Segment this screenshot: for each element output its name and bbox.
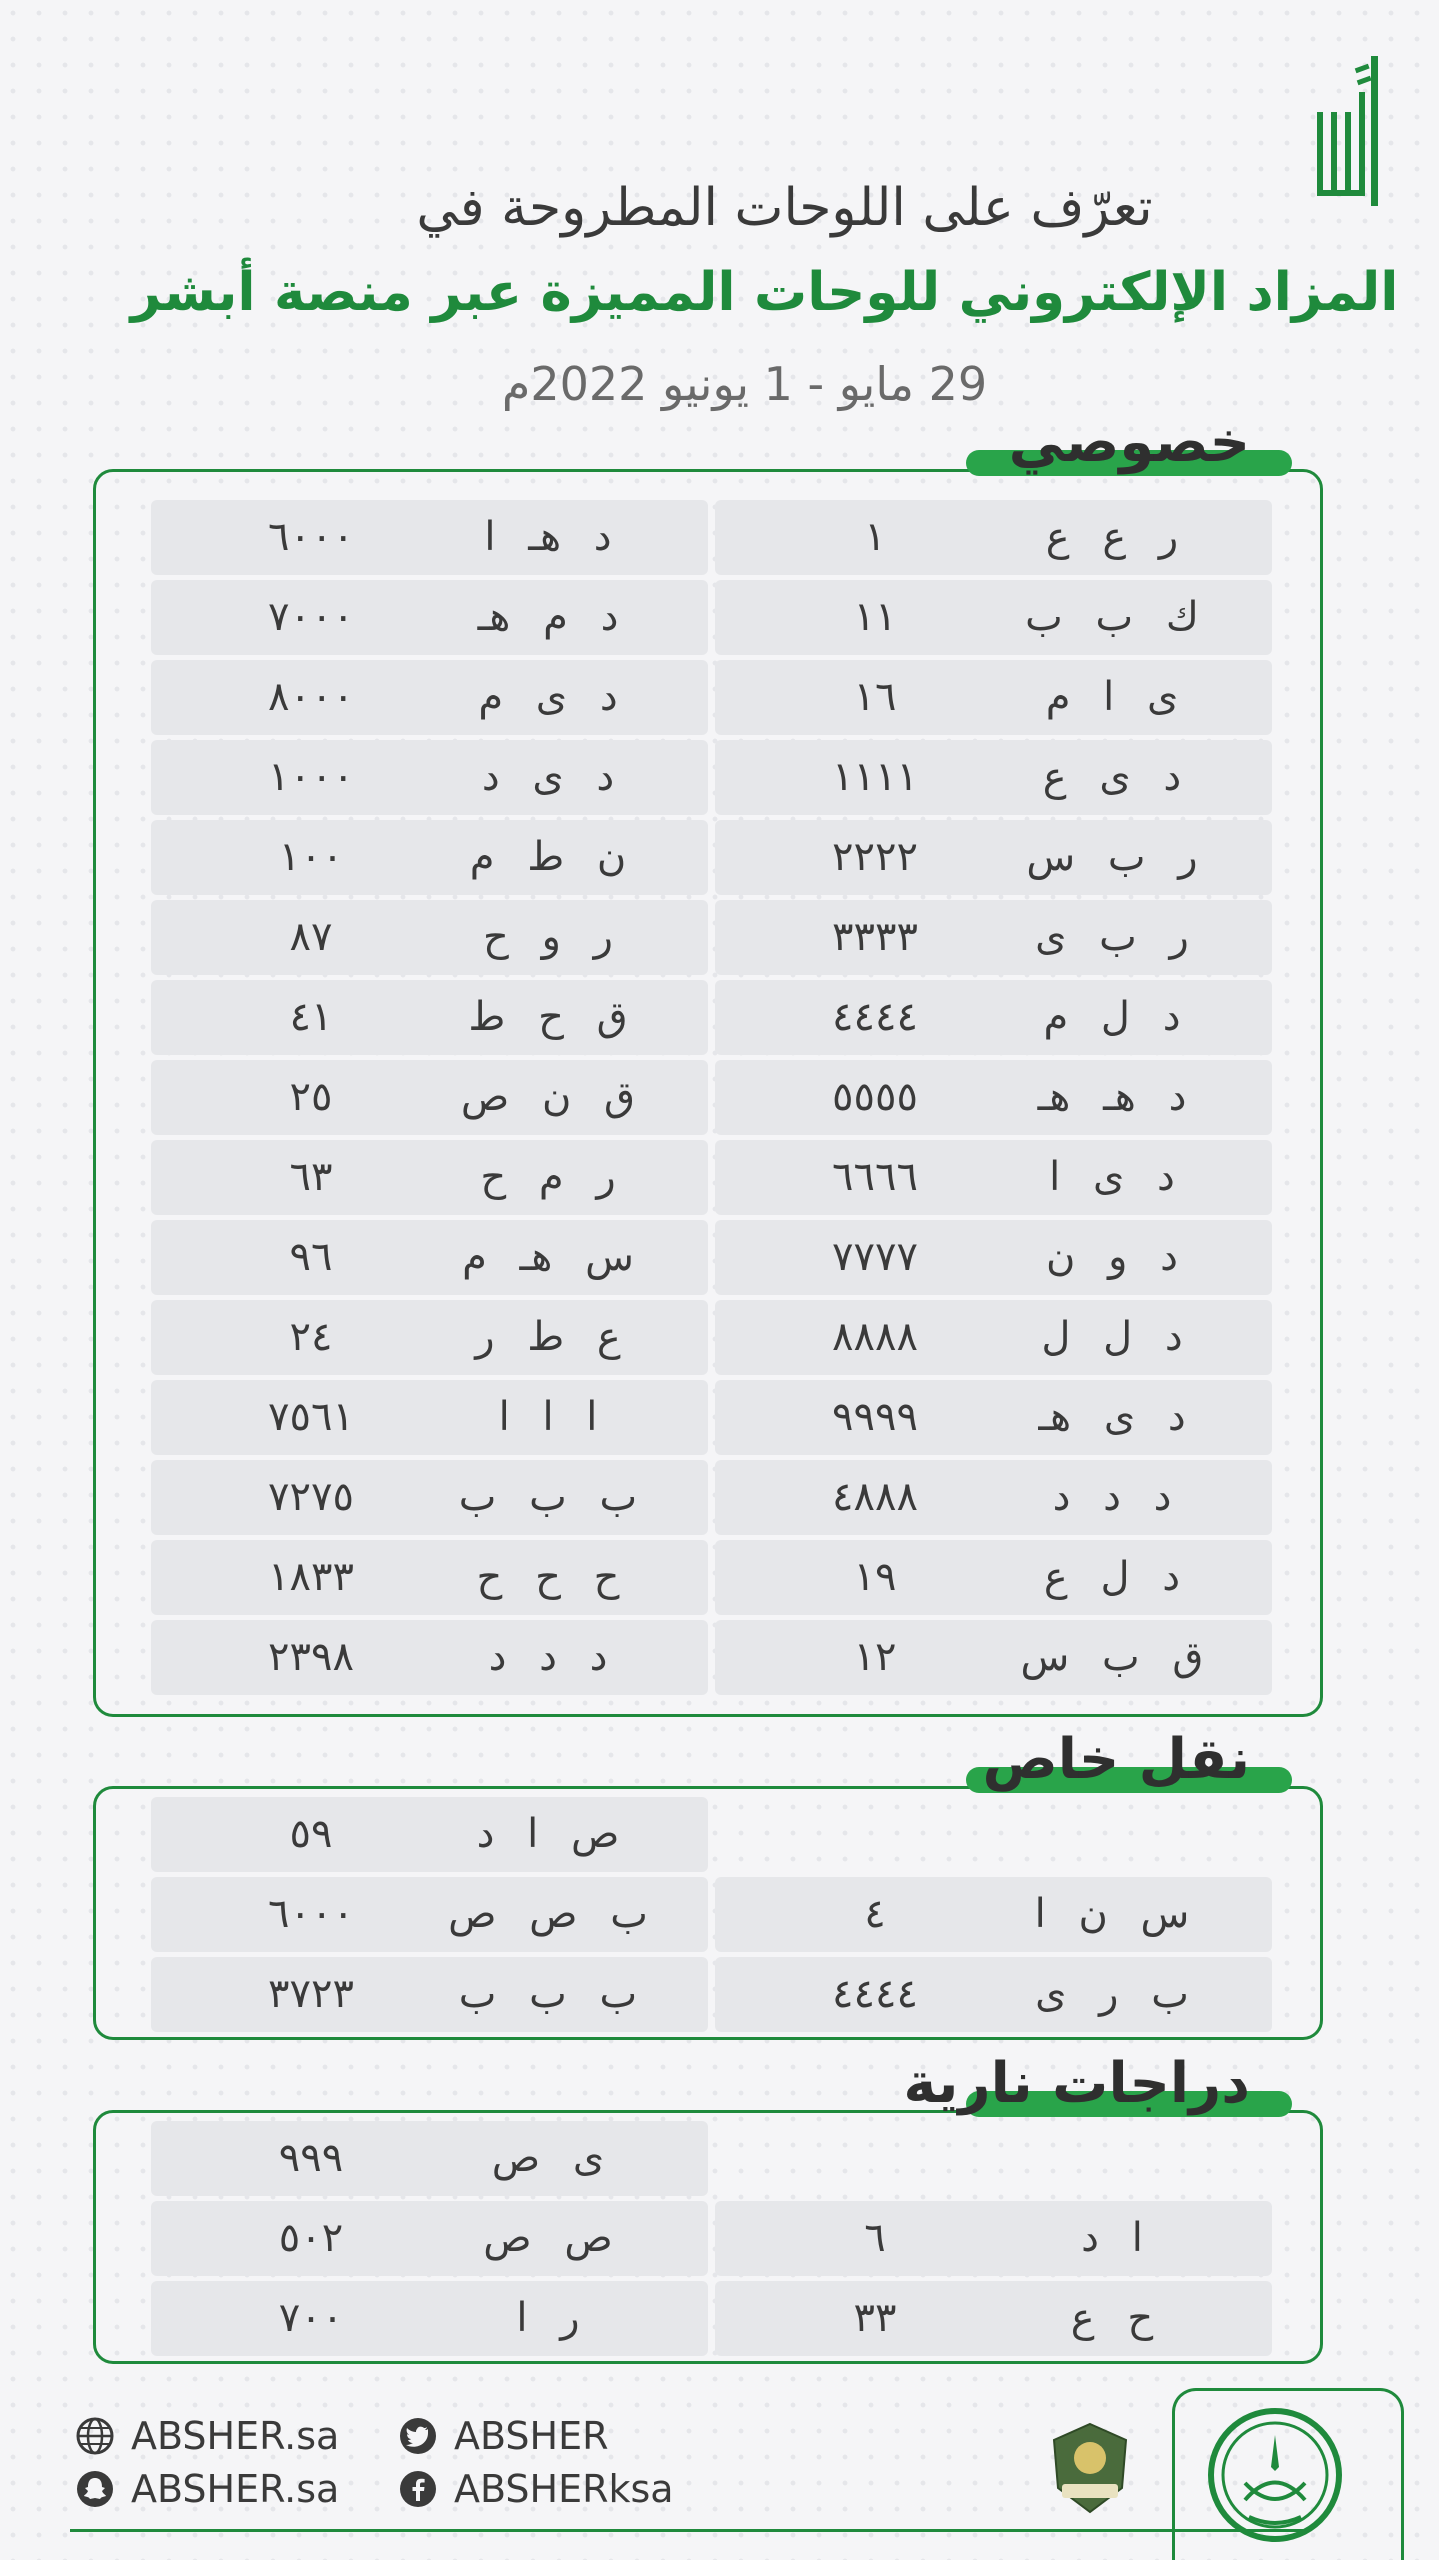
plate-number: ٦٣ (289, 1154, 333, 1200)
auction-date: 29 مايو - 1 يونيو 2022م (501, 357, 988, 411)
plate-number: ١٢ (853, 1634, 897, 1680)
title-line-2: المزاد الإلكتروني للوحات المميزة عبر منصة أبشر (130, 262, 1399, 323)
plate-cell (715, 2281, 1272, 2356)
plate-row (151, 900, 1272, 980)
plate-letters: ر ب س (1026, 834, 1198, 880)
plate-number: ٢٣٩٨ (268, 1634, 354, 1680)
plate-row (151, 1957, 1272, 2037)
plate-number: ٦٠٠٠ (268, 1891, 354, 1937)
plate-cell (151, 2121, 708, 2196)
plate-number: ١١ (853, 594, 897, 640)
snapchat-icon (75, 2469, 115, 2509)
plate-cell (715, 1877, 1272, 1952)
plate-number: ٩٦ (289, 1234, 333, 1280)
plate-row (151, 1300, 1272, 1380)
plate-cell (715, 1300, 1272, 1375)
plate-number: ٩٩٩٩ (832, 1394, 918, 1440)
plate-letters: ص ص (483, 2215, 613, 2261)
plate-letters: ر ع ع (1045, 514, 1179, 560)
plate-cell (715, 500, 1272, 575)
plate-letters: ى ا م (1045, 674, 1179, 720)
plate-cell (715, 1220, 1272, 1295)
plate-letters: ن ط م (469, 834, 627, 880)
plate-row (151, 500, 1272, 580)
plates-list (151, 1797, 1272, 2037)
plate-number: ٤ (864, 1891, 886, 1937)
plate-letters: د ل م (1043, 994, 1181, 1040)
plate-cell (151, 980, 708, 1055)
plate-cell (715, 900, 1272, 975)
plate-letters: د د د (488, 1634, 608, 1680)
plate-letters: د و ن (1046, 1234, 1178, 1280)
facebook-text: ABSHERksa (454, 2467, 674, 2511)
plate-row (151, 1220, 1272, 1300)
plate-number: ٤٨٨٨ (832, 1474, 918, 1520)
plate-number: ٩٩٩ (278, 2135, 344, 2181)
plate-row (151, 2201, 1272, 2281)
plate-letters: ر م ح (480, 1154, 616, 1200)
plate-letters: ب ر ى (1035, 1971, 1189, 2017)
plate-row (151, 1460, 1272, 1540)
plate-number: ٢٢٢٢ (832, 834, 918, 880)
plate-cell (715, 980, 1272, 1055)
website-text: ABSHER.sa (131, 2414, 340, 2458)
plate-number: ٨٧ (289, 914, 333, 960)
plate-letters: ا ا ا (498, 1394, 598, 1440)
plate-number: ٣٣٣٣ (832, 914, 918, 960)
plate-cell (151, 1300, 708, 1375)
plate-row (151, 2121, 1272, 2201)
plate-letters: ق ن ص (460, 1074, 636, 1120)
plate-letters: ع ط ر (475, 1314, 621, 1360)
plate-letters: د ى هـ (1038, 1394, 1186, 1440)
section-label: خصوصي (1008, 410, 1250, 475)
plate-number: ٧٧٧٧ (832, 1234, 918, 1280)
plate-number: ١١١١ (832, 754, 918, 800)
plate-letters: ق ح ط (468, 994, 628, 1040)
plate-number: ٤١ (289, 994, 333, 1040)
plate-cell (715, 1460, 1272, 1535)
plate-row (151, 660, 1272, 740)
plate-letters: د ى ا (1049, 1154, 1175, 1200)
plate-number: ٧٠٠ (278, 2295, 344, 2341)
plate-letters: د ل ل (1041, 1314, 1183, 1360)
plate-number: ٣٣ (853, 2295, 897, 2341)
plate-cell (151, 900, 708, 975)
plate-cell (151, 1797, 708, 1872)
plate-letters: د ل ع (1043, 1554, 1181, 1600)
plate-number: ٢٥ (289, 1074, 333, 1120)
plate-row (151, 1060, 1272, 1140)
plate-number: ٤٤٤٤ (832, 1971, 918, 2017)
plate-cell (151, 1060, 708, 1135)
plate-number: ١٩ (853, 1554, 897, 1600)
plate-number: ١٠٠ (278, 834, 344, 880)
plate-letters: س هـ م (462, 1234, 634, 1280)
plate-cell (715, 1957, 1272, 2032)
section-private (93, 410, 1323, 1717)
plate-number: ٥٥٥٥ (832, 1074, 918, 1120)
website-link-1[interactable] (75, 2414, 339, 2458)
plate-cell (151, 1877, 708, 1952)
plate-letters: س ن ا (1034, 1891, 1190, 1937)
section-label: نقل خاص (982, 1727, 1250, 1792)
plate-cell (715, 580, 1272, 655)
snapchat-text: ABSHER.sa (131, 2467, 340, 2511)
plate-letters: ر و ح (483, 914, 613, 960)
section-private-transport (93, 1727, 1323, 2040)
plate-letters: د ى م (478, 674, 618, 720)
plate-number: ٨٨٨٨ (832, 1314, 918, 1360)
plate-cell (715, 1060, 1272, 1135)
plate-number: ١٠٠٠ (268, 754, 354, 800)
plate-number: ٦٦٦٦ (832, 1154, 918, 1200)
globe-icon (75, 2416, 115, 2456)
plate-cell (715, 1620, 1272, 1695)
facebook-link[interactable] (398, 2467, 674, 2511)
plate-row (151, 580, 1272, 660)
twitter-icon (398, 2416, 438, 2456)
plate-number: ٦٠٠٠ (268, 514, 354, 560)
plate-letters: د ى د (481, 754, 615, 800)
plate-row (151, 2281, 1272, 2361)
plate-letters: ر ب ى (1035, 914, 1189, 960)
plate-letters: ح ع (1070, 2295, 1154, 2341)
plate-letters: د هـ ا (484, 514, 612, 560)
plate-cell (151, 500, 708, 575)
plate-cell (715, 1380, 1272, 1455)
footer-divider (70, 2529, 1310, 2532)
plate-cell (151, 660, 708, 735)
plate-number: ١٦ (853, 674, 897, 720)
plate-cell (715, 740, 1272, 815)
plate-row (151, 820, 1272, 900)
plate-cell (151, 820, 708, 895)
plate-letters: ك ب ب (1025, 594, 1199, 640)
plate-letters: ى ص (491, 2135, 605, 2181)
plate-row (151, 740, 1272, 820)
plate-cell (151, 1540, 708, 1615)
plate-row (151, 1797, 1272, 1877)
plate-number: ٨٠٠٠ (268, 674, 354, 720)
traffic-police-badge-icon (1040, 2418, 1140, 2518)
plates-list (151, 2121, 1272, 2361)
plate-number: ٧٠٠٠ (268, 594, 354, 640)
snapchat-link[interactable] (75, 2467, 339, 2511)
plate-letters: د م هـ (477, 594, 619, 640)
empty-cell (715, 2121, 1272, 2196)
plate-cell (151, 740, 708, 815)
plate-cell (151, 2281, 708, 2356)
plate-cell (151, 1620, 708, 1695)
plate-number: ١ (864, 514, 886, 560)
plate-row (151, 980, 1272, 1060)
plate-number: ٤٤٤٤ (832, 994, 918, 1040)
plate-number: ٣٧٢٣ (268, 1971, 354, 2017)
plate-cell (151, 2201, 708, 2276)
plate-row (151, 1380, 1272, 1460)
plate-letters: ق ب س (1020, 1634, 1204, 1680)
plate-row (151, 1540, 1272, 1620)
plates-list (151, 500, 1272, 1700)
plate-letters: ا د (1081, 2215, 1143, 2261)
plate-cell (151, 1140, 708, 1215)
twitter-link[interactable] (398, 2414, 609, 2458)
plate-number: ٢٤ (289, 1314, 333, 1360)
plate-cell (151, 1380, 708, 1455)
plate-row (151, 1620, 1272, 1700)
section-label: دراجات نارية (903, 2051, 1250, 2116)
facebook-icon (398, 2469, 438, 2509)
plate-number: ١٨٣٣ (268, 1554, 354, 1600)
plate-number: ٦ (864, 2215, 886, 2261)
plate-cell (151, 1957, 708, 2032)
plate-cell (715, 660, 1272, 735)
plate-cell (715, 2201, 1272, 2276)
title-line-1: تعرّف على اللوحات المطروحة في (416, 178, 1153, 238)
plate-letters: د هـ هـ (1037, 1074, 1187, 1120)
plate-row (151, 1140, 1272, 1220)
plate-letters: د ى ع (1042, 754, 1182, 800)
ministry-emblem-icon (1205, 2405, 1345, 2545)
plate-letters: ص ا د (476, 1811, 620, 1857)
plate-row (151, 1877, 1272, 1957)
plate-cell (151, 1220, 708, 1295)
plate-letters: ب ب ب (458, 1971, 638, 2017)
plate-letters: ر ا (516, 2295, 580, 2341)
plate-cell (715, 1140, 1272, 1215)
section-motorcycles (93, 2051, 1323, 2364)
plate-letters: ب ص ص (448, 1891, 648, 1937)
plate-cell (151, 580, 708, 655)
plate-number: ٧٢٧٥ (268, 1474, 354, 1520)
twitter-text: ABSHER (454, 2414, 609, 2458)
plate-letters: ب ب ب (458, 1474, 638, 1520)
empty-cell (715, 1797, 1272, 1872)
plate-letters: د د د (1052, 1474, 1172, 1520)
plate-cell (715, 1540, 1272, 1615)
plate-number: ٥٠٢ (278, 2215, 344, 2261)
plate-number: ٧٥٦١ (268, 1394, 354, 1440)
plate-cell (715, 820, 1272, 895)
plate-cell (151, 1460, 708, 1535)
plate-number: ٥٩ (289, 1811, 333, 1857)
plate-letters: ح ح ح (476, 1554, 620, 1600)
